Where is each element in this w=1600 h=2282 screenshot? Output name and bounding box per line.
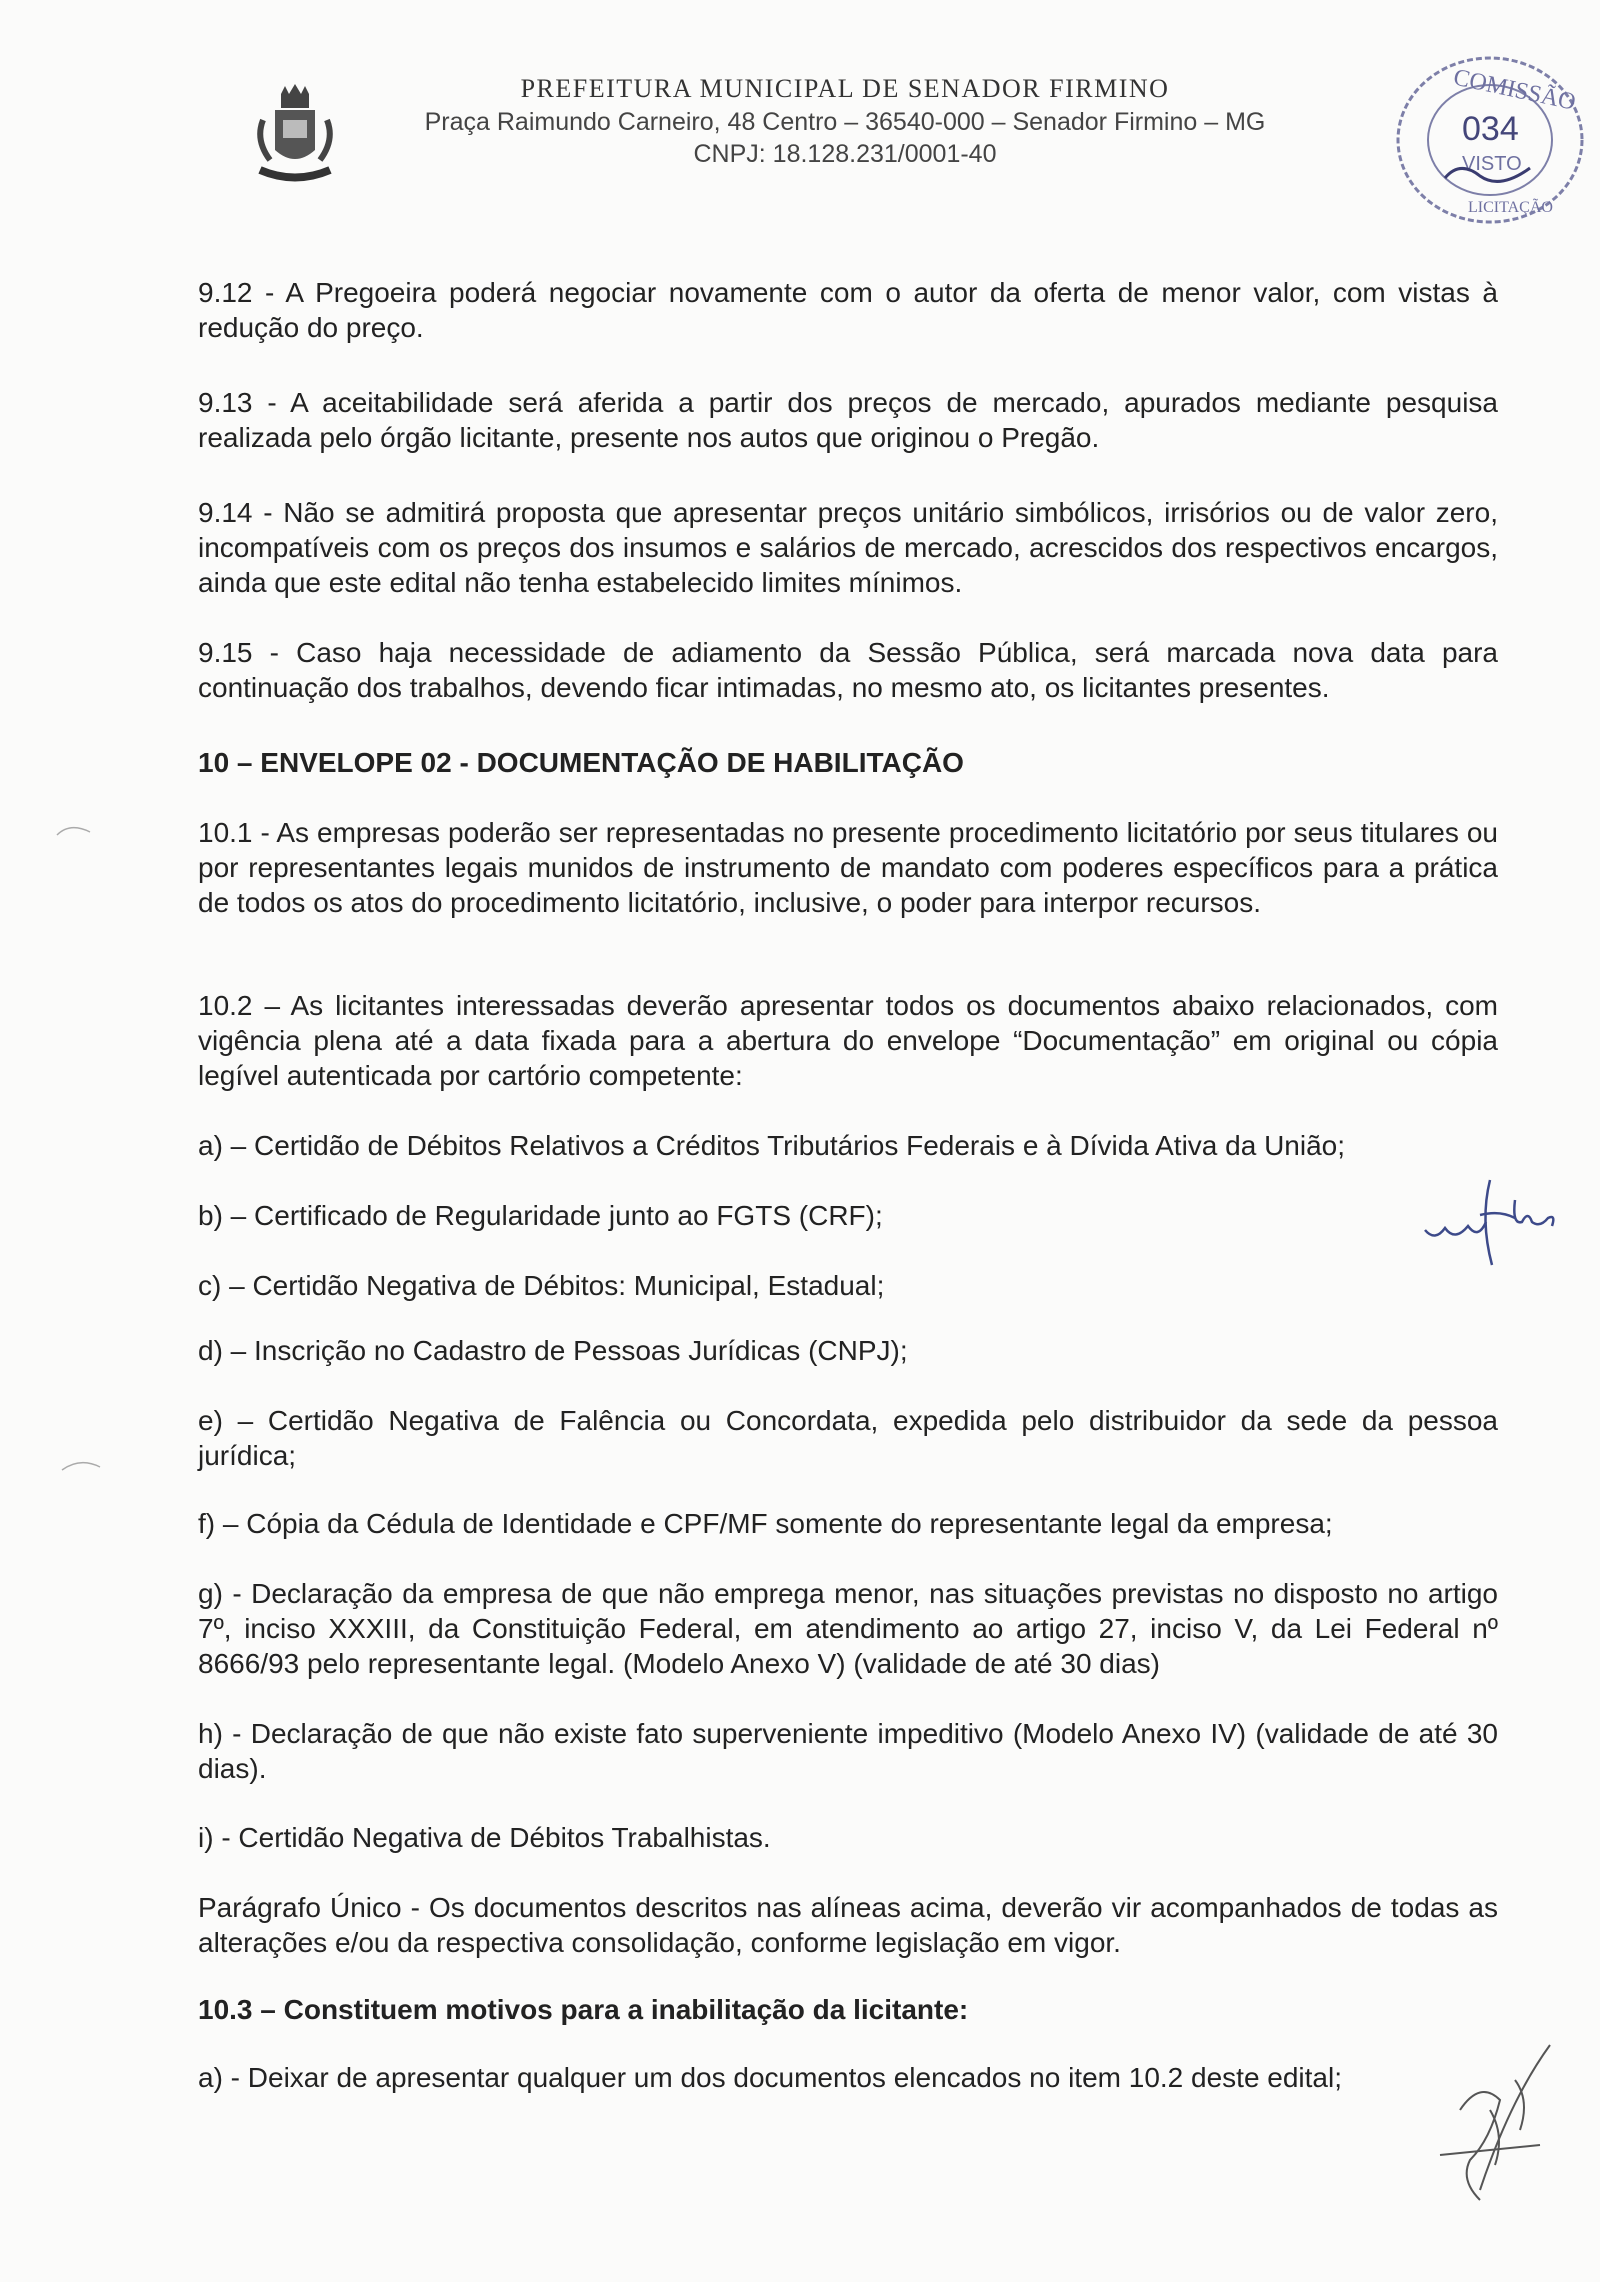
- handwritten-rubric-signature: [1420, 2040, 1570, 2210]
- item-b: b) – Certificado de Regularidade junto ao FGTS (CRF);: [198, 1200, 883, 1231]
- item-a: a) – Certidão de Débitos Relativos a Créditos Tributários Federais e à Dívida Ativa da União;: [198, 1130, 1346, 1161]
- stamp-text-bottom: LICITAÇÃO: [1468, 199, 1553, 216]
- item-g: g) - Declaração da empresa de que não emprega menor, nas situações previstas no disposto no artigo 7º, inciso XXXIII, da Constituição Federal, em atendimento ao artigo 27, inciso V, da Lei Federal nº 8666/93 pelo representante legal. (Modelo Anexo V) (validade de até 30 dias): [198, 1578, 1498, 1679]
- item-h: h) - Declaração de que não existe fato superveniente impeditivo (Modelo Anexo IV) (validade de até 30 dias).: [198, 1718, 1498, 1784]
- scan-mark: [55, 820, 95, 840]
- item-c: c) – Certidão Negativa de Débitos: Municipal, Estadual;: [198, 1270, 885, 1301]
- municipality-title: PREFEITURA MUNICIPAL DE SENADOR FIRMINO: [520, 74, 1170, 103]
- clause-10-2: 10.2 – As licitantes interessadas deverão apresentar todos os documentos abaixo relacionados, com vigência plena até a data fixada para a abertura do envelope “Documentação” em original ou cópia legível autenticada por cartório competente:: [198, 990, 1498, 1091]
- municipal-crest-icon: [245, 80, 345, 190]
- section-10-heading: 10 – ENVELOPE 02 - DOCUMENTAÇÃO DE HABILITAÇÃO: [198, 747, 964, 778]
- clause-10-3-heading: 10.3 – Constituem motivos para a inabilitação da licitante:: [198, 1994, 969, 2025]
- item-f: f) – Cópia da Cédula de Identidade e CPF/MF somente do representante legal da empresa;: [198, 1508, 1333, 1539]
- paragrafo-unico: Parágrafo Único - Os documentos descritos nas alíneas acima, deverão vir acompanhados de todas as alterações e/ou da respectiva consolidação, conforme legislação em vigor.: [198, 1892, 1498, 1958]
- clause-9-13: 9.13 - A aceitabilidade será aferida a partir dos preços de mercado, apurados mediante pesquisa realizada pelo órgão licitante, presente nos autos que originou o Pregão.: [198, 387, 1498, 453]
- stamp-number: 034: [1462, 110, 1519, 148]
- item-d: d) – Inscrição no Cadastro de Pessoas Jurídicas (CNPJ);: [198, 1335, 908, 1366]
- clause-9-15: 9.15 - Caso haja necessidade de adiamento da Sessão Pública, será marcada nova data para continuação dos trabalhos, devendo ficar intimadas, no mesmo ato, os licitantes presentes.: [198, 637, 1498, 703]
- letterhead: [245, 72, 1405, 192]
- municipality-address: Praça Raimundo Carneiro, 48 Centro – 36540-000 – Senador Firmino – MG: [424, 108, 1266, 136]
- clause-10-1: 10.1 - As empresas poderão ser representadas no presente procedimento licitatório por seus titulares ou por representantes legais munidos de instrumento de mandato com poderes específicos para a prática de todos os atos do procedimento licitatório, inclusive, o poder para interpor recursos.: [198, 817, 1498, 918]
- item-i: i) - Certidão Negativa de Débitos Trabalhistas.: [198, 1822, 771, 1853]
- item-e: e) – Certidão Negativa de Falência ou Concordata, expedida pelo distribuidor da sede da pessoa jurídica;: [198, 1405, 1498, 1471]
- stamp-visto: VISTO: [1462, 153, 1522, 175]
- clause-9-12: 9.12 - A Pregoeira poderá negociar novamente com o autor da oferta de menor valor, com vistas à redução do preço.: [198, 277, 1498, 343]
- handwritten-initials-signature: [1420, 1170, 1560, 1280]
- item-a-inabilitacao: a) - Deixar de apresentar qualquer um dos documentos elencados no item 10.2 deste edital;: [198, 2062, 1343, 2093]
- municipality-cnpj: CNPJ: 18.128.231/0001-40: [693, 140, 997, 168]
- commission-stamp: [1390, 50, 1590, 230]
- stamp-text-top: COMISSÃO: [1451, 64, 1578, 116]
- scan-mark: [60, 1455, 105, 1475]
- clause-9-14: 9.14 - Não se admitirá proposta que apresentar preços unitário simbólicos, irrisórios ou de valor zero, incompatíveis com os preços dos insumos e salários de mercado, acrescidos dos respectivos encargos, ainda que este edital não tenha estabelecido limites mínimos.: [198, 497, 1498, 598]
